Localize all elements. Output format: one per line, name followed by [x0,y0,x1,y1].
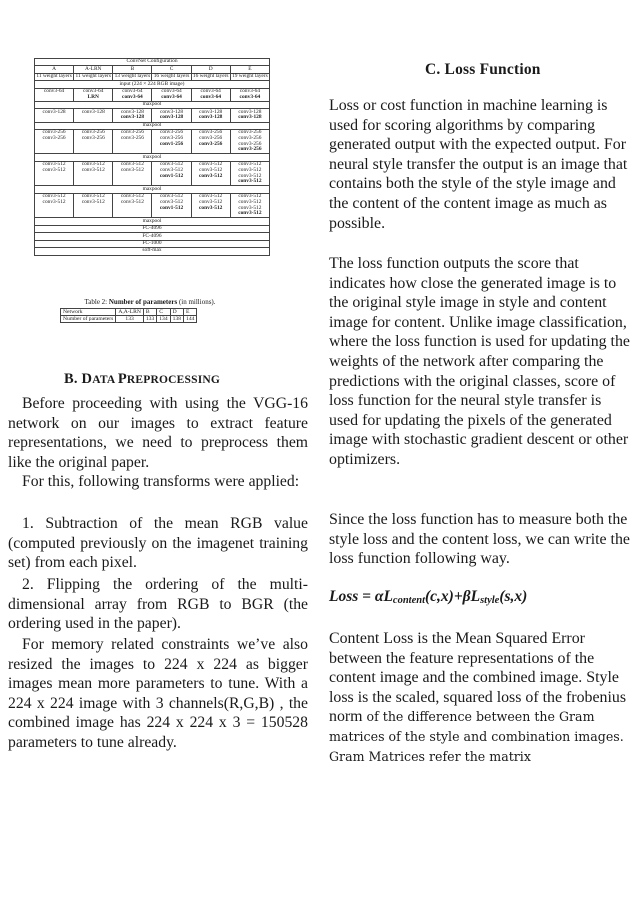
table-row [35,161,270,185]
column-header-cell: B [113,66,152,73]
left-paragraph: 1. Subtraction of the mean RGB value (computed previously on the imagenet training set) from each pixel. [8,515,308,571]
layer-cell [35,109,74,122]
layer-line: conv3-512 [199,198,223,205]
layer-line: conv3-256 [120,135,144,142]
layer-line: conv3-128 [238,114,262,121]
layer-cell [35,129,74,153]
layer-line: conv3-512 [238,166,262,173]
layer-line: conv3-256 [81,129,105,136]
layer-line: conv1-512 [159,204,184,211]
layer-cell [191,109,230,122]
layer-line: conv3-512 [238,193,262,200]
table-row [35,66,270,73]
layer-line: conv3-64 [122,93,143,100]
param-header-cell: Network [61,309,116,316]
layer-line: conv3-256 [42,129,66,136]
table-row [35,129,270,153]
layer-line: conv3-64 [122,88,143,95]
layer-line: conv3-64 [239,93,261,100]
column-header-cell: C [152,66,191,73]
depth-cell: 13 weight layers [114,73,151,80]
layer-line: conv3-512 [199,172,223,179]
layer-line: conv3-512 [199,166,223,173]
loss-equation: Loss = $\alpha L_{content}(c,x)+\beta L_{style}(s,x)$ [329,588,528,606]
layer-line: conv3-256 [238,140,262,147]
layer-line: conv3-256 [160,129,184,136]
layer-line: conv3-512 [81,198,105,205]
layer-line: conv3-64 [161,88,182,95]
table-row [35,81,270,88]
layer-cell [230,161,269,185]
table-title-cell: ConvNet Configuration [35,59,270,66]
depth-cell: 16 weight layers [192,73,229,80]
layer-line: LRN [87,93,99,100]
maxpool-cell: maxpool [35,101,270,108]
layer-line: conv3-128 [42,108,66,115]
fc-cell: FC-1000 [35,240,270,247]
layer-cell [35,88,74,101]
layer-line: conv3-512 [238,178,262,185]
layer-line: conv3-128 [120,108,144,115]
param-header-cell: D [170,309,183,316]
fc-cell: FC-4096 [35,233,270,240]
softmax-cell: soft-max [35,248,270,255]
table-row [35,186,270,193]
depth-cell: 11 weight layers [75,73,111,80]
layer-cell [74,193,113,217]
param-value-cell: 133 [143,316,156,323]
layer-line: conv3-256 [120,129,144,136]
layer-line: conv3-512 [199,193,223,200]
layer-line: conv3-512 [199,161,223,168]
param-table-caption: Table 2: Number of parameters (in millions). [84,298,216,306]
layer-cell [152,193,191,217]
right-paragraph: Content Loss is the Mean Squared Error between the feature representations of the content image and the combined image. Style loss is the scaled, squared loss of the frobenius norm of the difference between the Gram matrices of the style and combination images. Gram Matrices refer the matrix [329,630,627,764]
table-row [61,309,197,316]
layer-line: conv3-512 [120,166,144,173]
layer-line: conv3-128 [159,114,184,121]
layer-line: conv1-512 [159,172,184,179]
layer-line: conv3-256 [42,135,66,142]
layer-cell [191,193,230,217]
section-c-heading: C. Loss Function [425,61,541,78]
table-row [35,248,270,255]
layer-line: conv3-512 [81,166,105,173]
layer-line: conv3-256 [238,129,262,136]
layer-cell [230,129,269,153]
layer-cell [74,129,113,153]
layer-cell [230,193,269,217]
layer-line: conv3-128 [160,108,184,115]
maxpool-cell: maxpool [35,218,270,225]
layer-line: conv3-512 [120,161,144,168]
left-paragraph: 2. Flipping the ordering of the multi-dimensional array from RGB to BGR (the ordering used in the paper). [8,576,308,632]
layer-line: conv1-256 [159,140,184,147]
param-header-cell: E [184,309,197,316]
layer-cell [35,161,74,185]
layer-line: conv3-128 [199,108,223,115]
layer-cell [152,88,191,101]
left-paragraph: For this, following transforms were applied: [22,473,300,490]
layer-line: conv3-512 [42,166,66,173]
param-table [60,308,197,323]
layer-cell [113,161,152,185]
table-row [35,225,270,232]
table-row [35,122,270,129]
right-paragraph: Since the loss function has to measure both the style loss and the content loss, we can write the loss function following way. [329,511,630,568]
layer-cell [74,109,113,122]
layer-line: conv3-512 [42,198,66,205]
layer-line: conv3-512 [238,198,262,205]
layer-line: conv3-64 [239,88,261,95]
layer-line: conv3-256 [199,135,223,142]
column-header-cell: D [191,66,230,73]
layer-line: conv3-64 [200,93,222,100]
layer-line: conv3-128 [238,108,262,115]
column-header-cell: E [230,66,269,73]
layer-cell [113,193,152,217]
depth-cell: 11 weight layers [36,73,72,80]
layer-cell [113,109,152,122]
table-row [35,73,270,80]
left-paragraph: For memory related constraints we’ve also resized the images to 224 x 224 as bigger images mean more parameters to tune. With a 224 x 224 image with 3 channels(R,G,B) , the combined image has 224 x 224 x 3 = 150528 parameters to tune already. [8,636,308,751]
layer-line: conv3-128 [199,114,223,121]
layer-line: conv3-128 [81,108,105,115]
param-header-cell: A,A-LRN [116,309,144,316]
layer-cell [152,109,191,122]
layer-line: conv3-64 [83,88,104,95]
input-cell: input (224 × 224 RGB image) [35,81,270,88]
layer-cell [74,88,113,101]
param-value-cell: 138 [170,316,183,323]
table-row [35,233,270,240]
layer-line: conv3-256 [238,146,262,153]
table-row [35,101,270,108]
layer-line: conv3-512 [160,193,184,200]
right-paragraph: The loss function outputs the score that indicates how close the generated image is to the original style image in style and content image for content. Unlike image classification, where the loss function is used for updating the weights of the network after comparing the predictions with the original classes, score of loss function for the neural style transfer is used for updating the pixels of the generated image with stochastic gradient descent or other optimizers. [329,255,630,468]
layer-line: conv3-512 [160,198,184,205]
table-row [35,109,270,122]
table-row [61,316,197,323]
layer-line: conv3-512 [160,166,184,173]
param-value-cell: 134 [157,316,170,323]
convnet-config-table [34,58,270,256]
table-row [35,218,270,225]
layer-line: conv3-512 [238,210,262,217]
column-header-cell: A [35,66,74,73]
param-value-cell: 144 [184,316,197,323]
layer-cell [230,109,269,122]
layer-cell [191,161,230,185]
layer-line: conv3-512 [120,193,144,200]
param-label-cell: Number of parameters [61,316,116,323]
param-value-cell: 133 [116,316,144,323]
section-b-heading: B. DATA PREPROCESSING [64,371,221,387]
layer-line: conv3-256 [238,135,262,142]
layer-line: conv3-512 [238,172,262,179]
layer-line: conv3-512 [42,193,66,200]
layer-line: conv3-512 [81,161,105,168]
table-row [35,154,270,161]
layer-line: conv3-256 [199,140,223,147]
param-header-cell: B [143,309,156,316]
layer-cell [191,88,230,101]
table-row [35,88,270,101]
layer-line: conv3-512 [238,204,262,211]
layer-cell [230,88,269,101]
right-paragraph: Loss or cost function in machine learning is used for scoring algorithms by comparing generated output with the expected output. For neural style transfer the output is an image that contains both the style of the style image and the content of the content image as much as possible. [329,97,628,232]
layer-cell [152,129,191,153]
depth-cell: 19 weight layers [232,73,268,80]
layer-line: conv3-256 [160,135,184,142]
left-paragraph: Before proceeding with using the VGG-16 network on our images to extract feature representations, we need to preprocess them like the original paper. [8,395,308,471]
layer-cell [74,161,113,185]
layer-line: conv3-64 [161,93,182,100]
layer-line: conv3-256 [81,135,105,142]
layer-line: conv3-64 [200,88,221,95]
param-header-cell: C [157,309,170,316]
layer-line: conv3-128 [120,114,145,121]
layer-line: conv3-256 [199,129,223,136]
layer-cell [113,129,152,153]
column-header-cell: A-LRN [74,66,113,73]
layer-cell [191,129,230,153]
maxpool-cell: maxpool [35,122,270,129]
layer-line: conv3-512 [81,193,105,200]
layer-line: conv3-512 [160,161,184,168]
layer-line: conv3-512 [238,161,262,168]
layer-line: conv3-64 [43,88,65,95]
maxpool-cell: maxpool [35,186,270,193]
layer-line: conv3-512 [120,198,144,205]
depth-cell: 16 weight layers [153,73,190,80]
layer-line: conv3-512 [199,204,223,211]
table-row [35,59,270,66]
maxpool-cell: maxpool [35,154,270,161]
layer-cell [152,161,191,185]
fc-cell: FC-4096 [35,225,270,232]
layer-line: conv3-512 [42,161,66,168]
layer-cell [113,88,152,101]
layer-cell [35,193,74,217]
table-row [35,193,270,217]
